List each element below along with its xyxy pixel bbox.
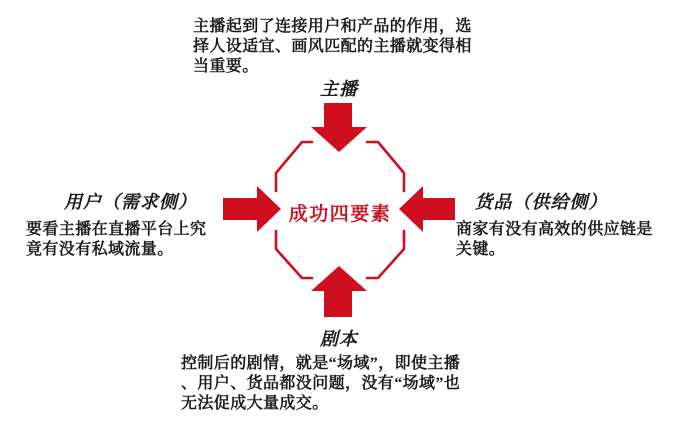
right-note-line-1: 商家有没有高效的供应链是 <box>456 221 653 238</box>
top-node-note <box>193 17 489 77</box>
top-node-label: 主播 <box>320 79 358 99</box>
diamond-edge-bottom-left <box>276 231 312 278</box>
center-label: 成功四要素 <box>288 204 392 225</box>
diamond-edge-top-right <box>367 142 404 191</box>
top-note-line-1: 主播起到了连接用户和产品的作用，选 <box>193 18 472 35</box>
diamond-edge-top-left <box>276 142 312 191</box>
diamond-edge-bottom-right <box>367 231 404 278</box>
top-note-line-3: 当重要。 <box>193 58 259 75</box>
right-node-note <box>456 220 668 260</box>
left-note-line-2: 竟有没有私域流量。 <box>26 241 174 258</box>
top-arrow <box>311 103 367 152</box>
right-node-label: 货品（供给侧） <box>474 192 608 212</box>
right-note-line-2: 关键。 <box>456 241 506 258</box>
bottom-note-line-2: 、用户、货品都没问题，没有“场域”也 <box>181 375 461 392</box>
bottom-note-line-3: 无法促成大量成交。 <box>181 395 329 412</box>
bottom-note-line-1: 控制后的剧情，就是“场域”，即使主播 <box>181 355 461 372</box>
left-node-note <box>26 220 224 260</box>
bottom-node-label: 剧本 <box>320 329 358 349</box>
top-note-line-2: 择人设适宜、画风匹配的主播就变得相 <box>193 38 472 55</box>
left-note-line-1: 要看主播在直播平台上究 <box>26 221 207 238</box>
bottom-node-note <box>181 354 487 414</box>
left-node-label: 用户（需求侧） <box>64 192 197 212</box>
bottom-arrow <box>311 266 367 317</box>
